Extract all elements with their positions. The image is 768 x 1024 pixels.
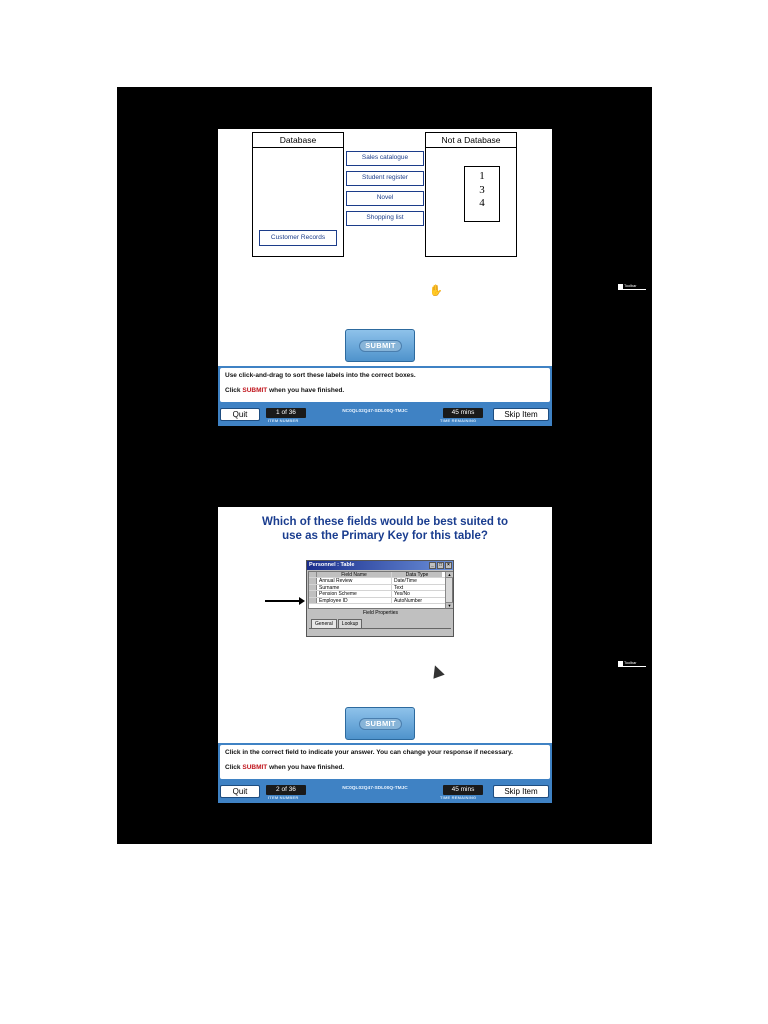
submit-button-label: SUBMIT bbox=[359, 340, 402, 352]
toolbar-icon bbox=[618, 661, 623, 666]
time-remaining: 45 mins bbox=[443, 785, 483, 795]
submit-button-label: SUBMIT bbox=[359, 718, 402, 730]
instruction-submit-text: Click SUBMIT when you have finished. bbox=[225, 764, 345, 771]
field-grid bbox=[308, 571, 453, 609]
time-remaining-caption: TIME REMAINING bbox=[440, 795, 477, 800]
database-drop-box[interactable] bbox=[252, 132, 344, 257]
item-counter: 2 of 36 bbox=[266, 785, 306, 795]
item-code: NC0QL02Q47-SDL00Q-TMJC bbox=[342, 409, 408, 414]
properties-tabs bbox=[311, 619, 363, 628]
item-counter: 1 of 36 bbox=[266, 408, 306, 418]
time-remaining: 45 mins bbox=[443, 408, 483, 418]
not-database-drop-box[interactable] bbox=[425, 132, 517, 257]
properties-divider bbox=[309, 628, 451, 629]
tab-general[interactable]: General bbox=[311, 619, 337, 628]
quiz-screen-1 bbox=[218, 129, 552, 426]
scroll-down-icon[interactable]: ▼ bbox=[447, 603, 452, 608]
grid-scrollbar[interactable] bbox=[445, 572, 452, 608]
hand-cursor-icon: ✋ bbox=[429, 285, 443, 297]
item-number-caption: ITEM NUMBER bbox=[268, 418, 299, 423]
number-item: 4 bbox=[479, 197, 485, 209]
not-database-header: Not a Database bbox=[426, 133, 516, 148]
grid-header-row: Field Name Data Type bbox=[309, 572, 452, 578]
item-code: NC0QL02Q47-SDL00Q-TMJC bbox=[342, 786, 408, 791]
label-student-register[interactable]: Student register bbox=[346, 171, 424, 186]
time-remaining-caption: TIME REMAINING bbox=[440, 418, 477, 423]
instruction-text: Use click-and-drag to sort these labels into the correct boxes. bbox=[225, 372, 416, 379]
navigation-bar bbox=[218, 404, 552, 426]
field-row-pension-scheme[interactable]: Pension Scheme Yes/No bbox=[309, 591, 452, 597]
tab-lookup[interactable]: Lookup bbox=[338, 619, 362, 628]
label-shopping-list[interactable]: Shopping list bbox=[346, 211, 424, 226]
scroll-up-icon[interactable]: ▲ bbox=[447, 572, 452, 577]
question-text: Which of these fields would be best suited to use as the Primary Key for this table? bbox=[262, 516, 508, 542]
instruction-text: Click in the correct field to indicate your answer. You can change your response if necessary. bbox=[225, 749, 513, 756]
number-list-box bbox=[464, 166, 500, 222]
instruction-panel bbox=[218, 366, 552, 404]
instruction-panel bbox=[218, 743, 552, 781]
field-row-annual-review[interactable]: Annual Review Date/Time bbox=[309, 578, 452, 584]
label-customer-records[interactable]: Customer Records bbox=[259, 230, 337, 246]
toolbar-icon bbox=[618, 284, 623, 289]
skip-item-button[interactable]: Skip Item bbox=[493, 785, 549, 798]
label-novel[interactable]: Novel bbox=[346, 191, 424, 206]
table-design-window bbox=[306, 560, 454, 637]
number-item: 3 bbox=[479, 183, 485, 196]
maximize-icon[interactable]: □ bbox=[438, 562, 443, 568]
window-title-bar: Personnel : Table _ □ × bbox=[307, 561, 453, 570]
quiz-screen-2 bbox=[218, 507, 552, 803]
database-header: Database bbox=[253, 133, 343, 148]
quit-button[interactable]: Quit bbox=[220, 785, 260, 798]
toolbar-toggle[interactable]: Toolbar bbox=[618, 283, 646, 290]
quit-button[interactable]: Quit bbox=[220, 408, 260, 421]
navigation-bar bbox=[218, 781, 552, 803]
instruction-submit-text: Click SUBMIT when you have finished. bbox=[225, 387, 345, 394]
item-number-caption: ITEM NUMBER bbox=[268, 795, 299, 800]
submit-button[interactable] bbox=[345, 707, 415, 740]
field-row-employee-id[interactable]: Employee ID AutoNumber bbox=[309, 598, 452, 604]
field-properties-label: Field Properties bbox=[362, 610, 398, 616]
submit-button[interactable] bbox=[345, 329, 415, 362]
draggable-label-stack bbox=[346, 151, 424, 231]
field-row-surname[interactable]: Surname Text bbox=[309, 585, 452, 591]
close-icon[interactable]: × bbox=[445, 562, 452, 569]
arrow-pointer-icon bbox=[265, 600, 301, 602]
label-sales-catalogue[interactable]: Sales catalogue bbox=[346, 151, 424, 166]
toolbar-toggle[interactable]: Toolbar bbox=[618, 660, 646, 667]
number-item: 1 bbox=[479, 170, 485, 182]
mouse-pointer-icon bbox=[431, 665, 444, 678]
minimize-icon[interactable]: _ bbox=[429, 562, 436, 569]
skip-item-button[interactable]: Skip Item bbox=[493, 408, 549, 421]
